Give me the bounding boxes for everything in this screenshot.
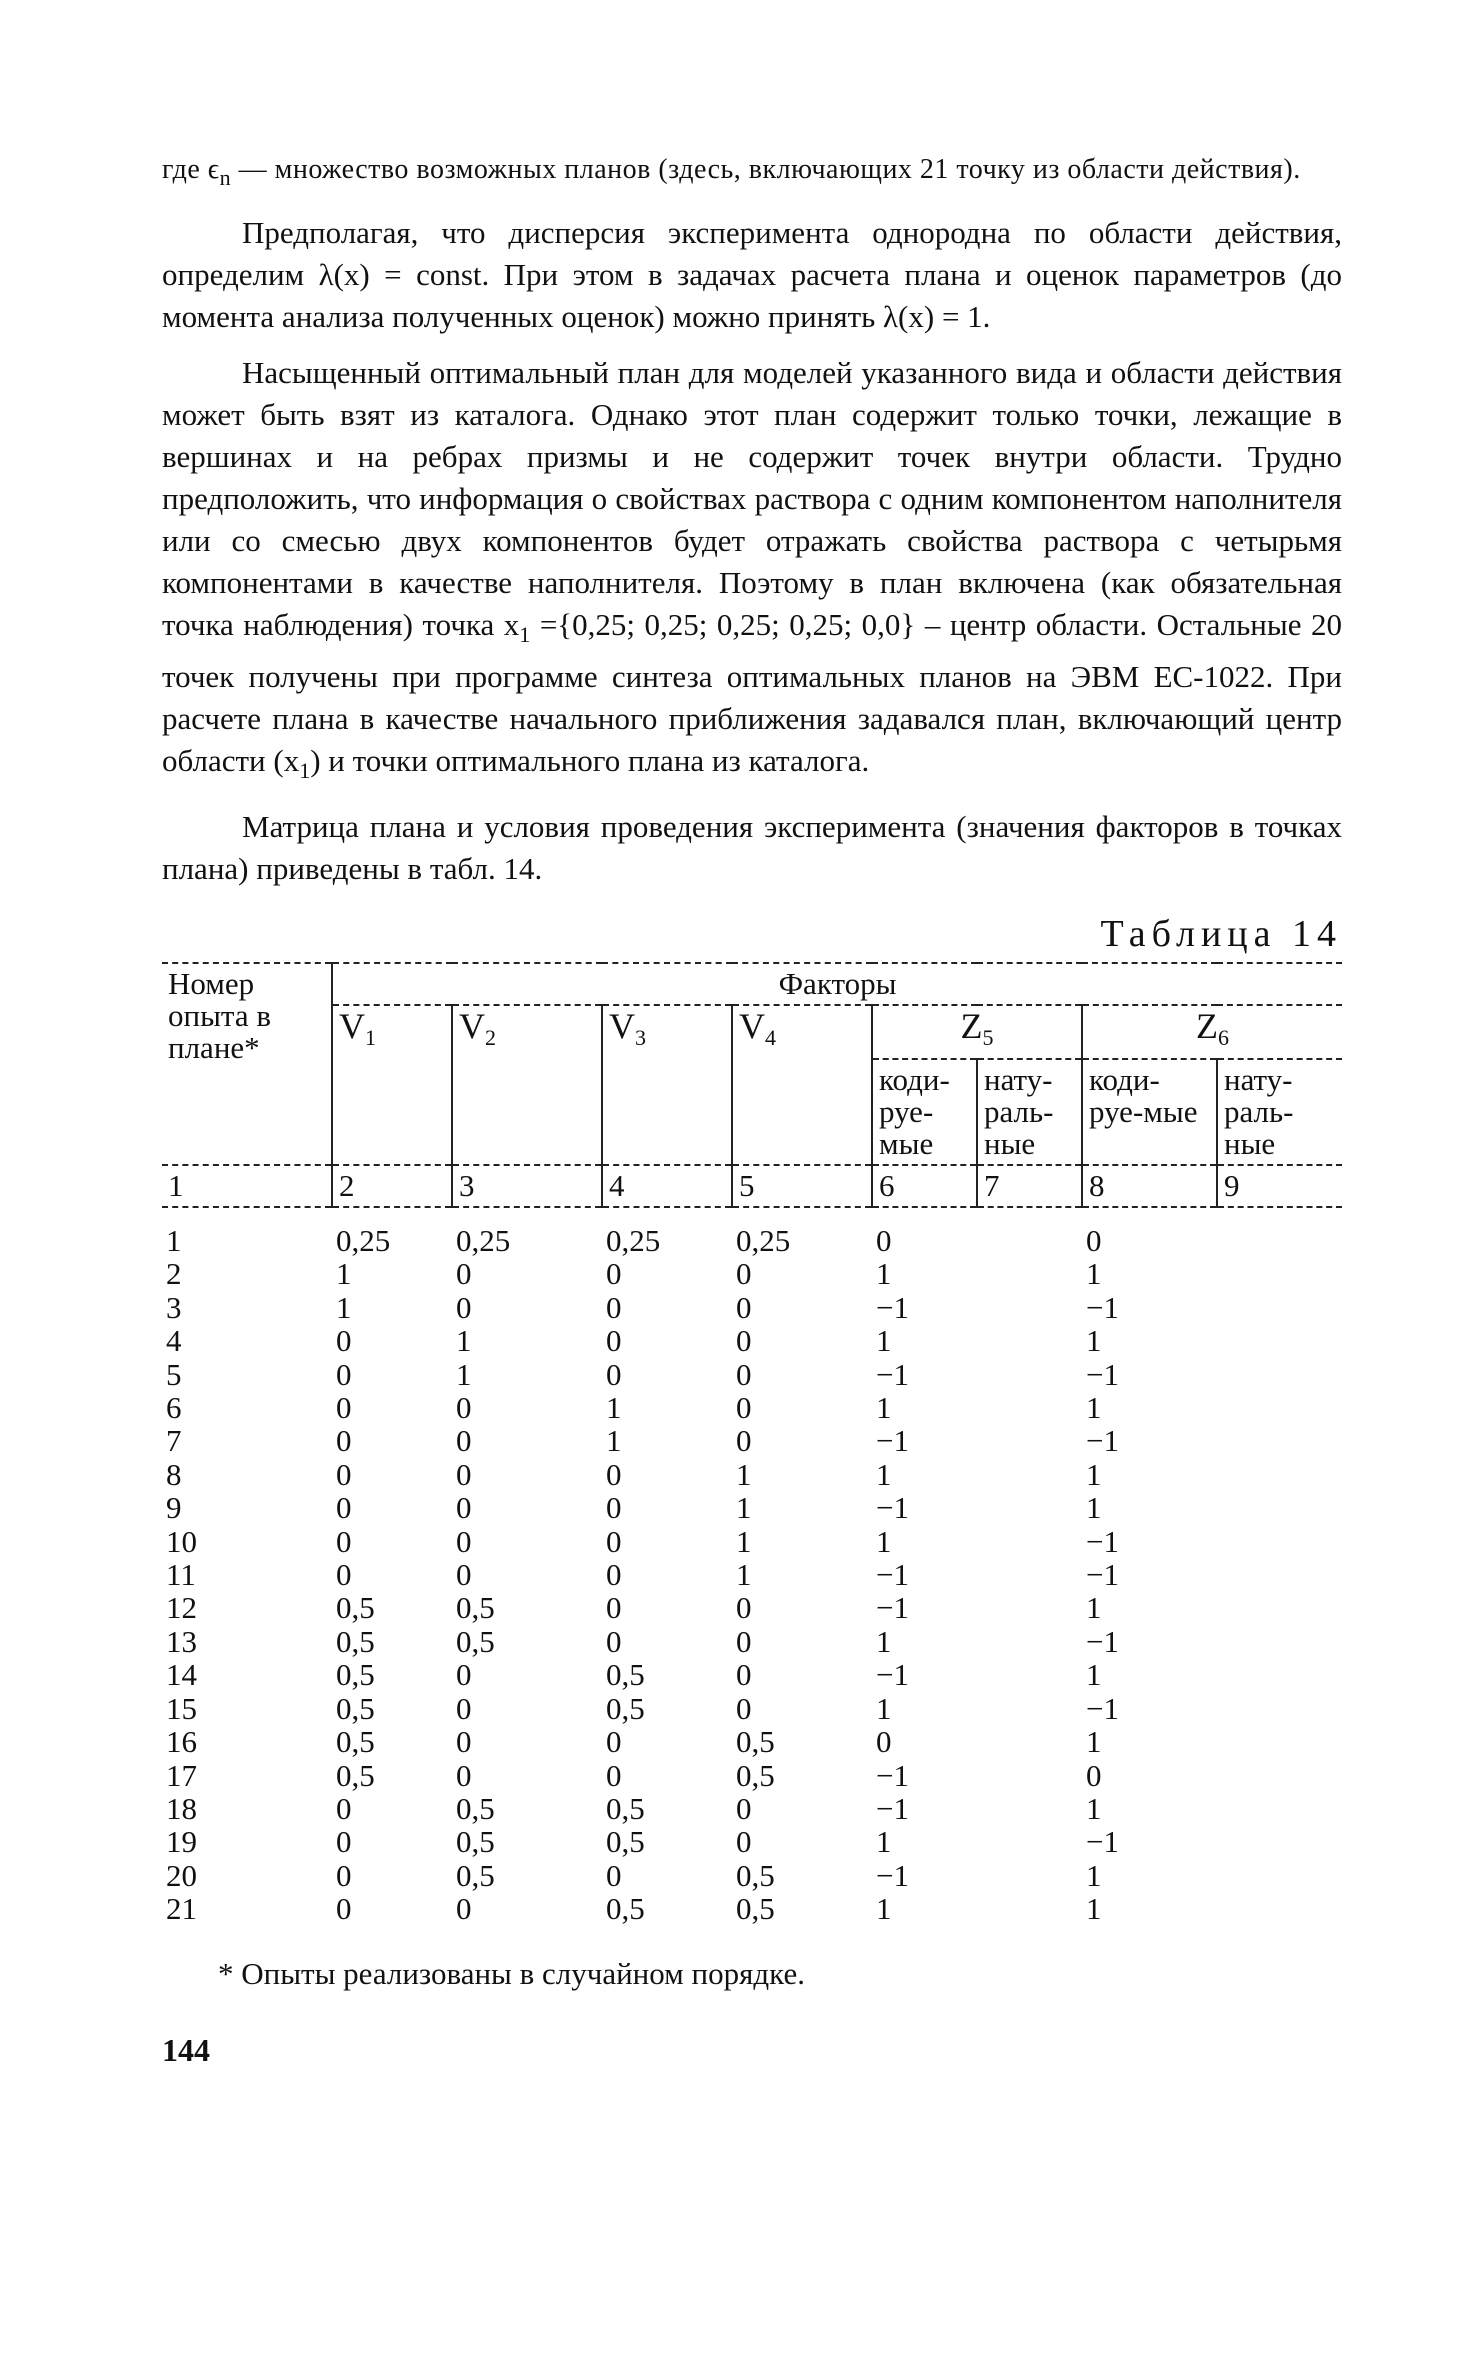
table-cell	[1217, 1625, 1342, 1658]
table-row	[162, 1591, 1342, 1624]
table-cell: 0,25	[336, 1223, 391, 1258]
col-number: 1	[162, 1165, 332, 1207]
table-cell	[1217, 1458, 1342, 1491]
col-number: 3	[452, 1165, 602, 1207]
table-cell: 0	[456, 1390, 472, 1426]
table-cell	[1217, 1859, 1342, 1892]
table-cell: 1	[876, 1824, 892, 1860]
table-cell: 5	[166, 1356, 182, 1392]
table-cell: 1	[606, 1390, 622, 1426]
table-cell: 0	[1086, 1757, 1102, 1793]
table-cell: −1	[876, 1289, 909, 1325]
table-cell: 20	[166, 1857, 197, 1893]
table-cell: 3	[166, 1289, 182, 1325]
table-row	[162, 1491, 1342, 1524]
table-cell: 1	[736, 1557, 752, 1593]
header-v2: $V_2$	[452, 1005, 602, 1165]
table-cell: −1	[1086, 1824, 1119, 1860]
table-cell: 0	[336, 1891, 352, 1927]
table-cell: 0,25	[606, 1223, 661, 1258]
table-cell: 0,5	[456, 1590, 495, 1626]
table-cell: 1	[736, 1490, 752, 1526]
table-cell: 6	[166, 1390, 182, 1426]
table-cell	[977, 1825, 1082, 1858]
col-number: 7	[977, 1165, 1082, 1207]
table-cell: 0,5	[736, 1891, 775, 1927]
table-cell: 0	[456, 1289, 472, 1325]
table-cell: 0	[876, 1724, 892, 1760]
page	[162, 150, 1342, 2069]
table-cell	[1217, 1759, 1342, 1792]
table-cell: 0	[336, 1824, 352, 1860]
table-cell: 17	[166, 1757, 197, 1793]
table-cell: −1	[1086, 1557, 1119, 1593]
table-cell: 0	[736, 1390, 752, 1426]
table-cell: 1	[1086, 1857, 1102, 1893]
table-cell: 0	[736, 1256, 752, 1292]
table-cell: 0	[606, 1456, 622, 1492]
table-cell: 0	[606, 1323, 622, 1359]
table-cell: −1	[1086, 1690, 1119, 1726]
footnote: * Опыты реализованы в случайном порядке.	[218, 1955, 805, 1991]
table-cell	[977, 1525, 1082, 1558]
col-number: 4	[602, 1165, 732, 1207]
table-cell	[1217, 1391, 1342, 1424]
header-v4: $V_4$	[732, 1005, 872, 1165]
table-cell: 0	[736, 1790, 752, 1826]
table-cell	[977, 1458, 1082, 1491]
table-cell: 1	[336, 1289, 352, 1325]
table-cell: 1	[456, 1323, 472, 1359]
table-row	[162, 1658, 1342, 1691]
table-cell	[1217, 1792, 1342, 1825]
table-cell: 0	[606, 1557, 622, 1593]
table-cell: −1	[1086, 1423, 1119, 1459]
table-cell	[1217, 1257, 1342, 1290]
header-v3: $V_3$	[602, 1005, 732, 1165]
table-cell: 1	[456, 1356, 472, 1392]
table-cell: 0,5	[456, 1623, 495, 1659]
table-cell	[1217, 1291, 1342, 1324]
table-cell: 1	[876, 1623, 892, 1659]
table-row	[162, 1391, 1342, 1424]
table-cell: 0	[336, 1490, 352, 1526]
table-cell: 0	[606, 1289, 622, 1325]
table-cell: 1	[606, 1423, 622, 1459]
table-cell	[1217, 1692, 1342, 1725]
table-cell: 0	[456, 1523, 472, 1559]
table-cell: 0	[456, 1490, 472, 1526]
table-cell: 1	[336, 1256, 352, 1292]
page-number: 144	[162, 2031, 210, 2068]
table-cell: 1	[1086, 1790, 1102, 1826]
table-cell	[1217, 1324, 1342, 1357]
col-number: 5	[732, 1165, 872, 1207]
table-cell: −1	[876, 1356, 909, 1392]
table-cell: 0,5	[606, 1690, 645, 1726]
table-cell: 0	[456, 1256, 472, 1292]
table-cell	[977, 1324, 1082, 1357]
paragraph-plan: Насыщенный оптимальный план для моделей указанного вида и области действия может быть взят из каталога. Однако этот план содержит только точки, лежащие в вершинах и на ребрах призмы и не содержит точек внутри области. Трудно предположить, что информация о свойствах раствора с одним компонентом наполнителя или со смесью двух компонентов будет отражать свойства раствора с четырьмя компонентами в качестве наполнителя. Поэтому в план включена (как обязательная точка наблюдения) точка $x_1 =\{0,25$; 0,25; 0,25; 0,25; 0,0} – центр области. Остальные 20 точек получены при программе синтеза оптимальных планов на ЭВМ ЕС-1022. При расчете плана в качестве начального приближения задавался план, включающий центр области $(x_1)$ и точки оптимального плана из каталога.	[162, 355, 1342, 783]
table-cell: 0	[606, 1857, 622, 1893]
table-cell: 18	[166, 1790, 197, 1826]
table-cell: 14	[166, 1657, 197, 1693]
table-cell: −1	[876, 1490, 909, 1526]
table-cell: 0	[336, 1423, 352, 1459]
table-cell	[1217, 1892, 1342, 1925]
table-row	[162, 1291, 1342, 1324]
table-cell: 1	[1086, 1657, 1102, 1693]
table-cell: 2	[166, 1256, 182, 1292]
table-cell	[977, 1892, 1082, 1925]
table-cell: 0	[456, 1657, 472, 1693]
header-z5-natural: нату-раль-ные	[977, 1059, 1082, 1165]
table-cell: 0	[736, 1356, 752, 1392]
table-row	[162, 1458, 1342, 1491]
header-z5: $Z_5$	[872, 1005, 1082, 1059]
table-row	[162, 1257, 1342, 1290]
table-row	[162, 1358, 1342, 1391]
table-cell	[977, 1591, 1082, 1624]
table-cell: 0	[336, 1356, 352, 1392]
table-cell: 1	[736, 1456, 752, 1492]
table-cell: 0	[606, 1724, 622, 1760]
table-cell: −1	[876, 1590, 909, 1626]
table-cell	[977, 1792, 1082, 1825]
table-cell: 1	[876, 1456, 892, 1492]
table-cell: 0	[336, 1523, 352, 1559]
table-title: Таблица 14	[1100, 913, 1342, 955]
table-cell: 0,5	[736, 1857, 775, 1893]
table-cell: 1	[166, 1223, 182, 1258]
table-cell: 0	[736, 1690, 752, 1726]
table-cell	[977, 1692, 1082, 1725]
table-cell: 0	[736, 1657, 752, 1693]
table-cell: 0	[336, 1557, 352, 1593]
table-cell: 0,5	[336, 1623, 375, 1659]
table-cell: 1	[876, 1323, 892, 1359]
table-row	[162, 1224, 1342, 1257]
table-cell: −1	[1086, 1623, 1119, 1659]
table-cell: 8	[166, 1456, 182, 1492]
table-cell: −1	[876, 1557, 909, 1593]
table-cell: 0	[456, 1557, 472, 1593]
col-number: 6	[872, 1165, 977, 1207]
table-cell: 0,5	[336, 1657, 375, 1693]
table-cell: 0	[456, 1423, 472, 1459]
table-header	[162, 962, 1342, 1208]
table-cell: 13	[166, 1623, 197, 1659]
table-cell: 0	[736, 1289, 752, 1325]
table-cell: 1	[876, 1690, 892, 1726]
paragraph-matrix: Матрица плана и условия проведения эксперимента (значения факторов в точках плана) приведены в табл. 14.	[162, 809, 1342, 886]
table-cell: 1	[1086, 1891, 1102, 1927]
table-row	[162, 1859, 1342, 1892]
table-cell: 0	[336, 1857, 352, 1893]
table-cell: 1	[876, 1256, 892, 1292]
table-cell: 0,5	[336, 1757, 375, 1793]
table-cell: 0	[456, 1757, 472, 1793]
paragraph-intro: где $\epsilon_n$ — множество возможных планов (здесь, включающих 21 точку из области действия).	[162, 154, 1301, 190]
table-cell: −1	[1086, 1289, 1119, 1325]
table-row	[162, 1625, 1342, 1658]
table-cell: 0,5	[456, 1790, 495, 1826]
table-cell: 10	[166, 1523, 197, 1559]
table-cell	[977, 1424, 1082, 1457]
table-cell: 0	[1086, 1223, 1102, 1258]
table-cell: −1	[1086, 1523, 1119, 1559]
header-z5-coded: коди-руе-мые	[872, 1059, 977, 1165]
header-factors: Факторы	[332, 963, 1342, 1005]
table-cell: 0	[606, 1356, 622, 1392]
table-row	[162, 1692, 1342, 1725]
table-cell: −1	[876, 1757, 909, 1793]
table-cell: 1	[876, 1891, 892, 1927]
table-cell: 21	[166, 1891, 197, 1927]
table-cell: 12	[166, 1590, 197, 1626]
table-cell	[977, 1224, 1082, 1257]
table-row	[162, 1825, 1342, 1858]
table-cell: −1	[876, 1423, 909, 1459]
table-cell: 0	[736, 1623, 752, 1659]
table-cell: 16	[166, 1724, 197, 1760]
table-cell: 0,25	[456, 1223, 511, 1258]
table-cell: 0,5	[456, 1857, 495, 1893]
table-cell: 0	[736, 1323, 752, 1359]
table-cell: 4	[166, 1323, 182, 1359]
col-number: 8	[1082, 1165, 1217, 1207]
table-row	[162, 1424, 1342, 1457]
table-cell	[977, 1558, 1082, 1591]
table-cell: 1	[1086, 1456, 1102, 1492]
table-cell: 1	[1086, 1490, 1102, 1526]
table-cell: −1	[876, 1857, 909, 1893]
table-cell: 0	[606, 1757, 622, 1793]
table-cell: 19	[166, 1824, 197, 1860]
table-cell: 1	[736, 1523, 752, 1559]
table-cell: 15	[166, 1690, 197, 1726]
table-cell	[1217, 1558, 1342, 1591]
table-cell: 0	[456, 1456, 472, 1492]
table-cell: 1	[1086, 1590, 1102, 1626]
table-cell: 0	[606, 1590, 622, 1626]
table-cell	[977, 1759, 1082, 1792]
table-cell: 0	[606, 1256, 622, 1292]
table-cell	[1217, 1525, 1342, 1558]
plan-matrix-table	[162, 1224, 1342, 1926]
table-row	[162, 1324, 1342, 1357]
table-cell: 1	[1086, 1724, 1102, 1760]
table-cell: 0,5	[606, 1824, 645, 1860]
table-cell	[977, 1358, 1082, 1391]
table-cell: 0,25	[736, 1223, 791, 1258]
table-cell	[1217, 1825, 1342, 1858]
table-cell: 0	[876, 1223, 892, 1258]
table-cell: 0	[736, 1423, 752, 1459]
table-cell: 1	[876, 1523, 892, 1559]
table-cell: −1	[876, 1790, 909, 1826]
table-cell: 0,5	[606, 1891, 645, 1927]
table-cell	[977, 1859, 1082, 1892]
table-cell	[1217, 1358, 1342, 1391]
table-row	[162, 1725, 1342, 1758]
table-cell	[977, 1391, 1082, 1424]
table-cell	[1217, 1658, 1342, 1691]
table-cell	[1217, 1725, 1342, 1758]
table-cell: 0,5	[336, 1590, 375, 1626]
table-row	[162, 1525, 1342, 1558]
table-row	[162, 1759, 1342, 1792]
table-cell: 0	[336, 1323, 352, 1359]
table-cell: 0	[606, 1523, 622, 1559]
table-cell	[977, 1658, 1082, 1691]
table-cell: −1	[1086, 1356, 1119, 1392]
table-cell: 0,5	[336, 1690, 375, 1726]
table-cell: 9	[166, 1490, 182, 1526]
table-cell: 0	[456, 1724, 472, 1760]
table-cell: −1	[876, 1657, 909, 1693]
table-cell: 0,5	[336, 1724, 375, 1760]
table-cell	[1217, 1424, 1342, 1457]
table-row	[162, 1892, 1342, 1925]
table-cell	[977, 1625, 1082, 1658]
table-cell: 0	[606, 1623, 622, 1659]
col-number: 9	[1224, 1168, 1240, 1203]
table-cell	[1217, 1224, 1342, 1257]
table-cell: 0	[336, 1790, 352, 1826]
table-cell: 0,5	[606, 1657, 645, 1693]
table-cell: 0	[336, 1390, 352, 1426]
table-cell: 0,5	[456, 1824, 495, 1860]
table-cell	[1217, 1591, 1342, 1624]
table-cell: 0	[336, 1456, 352, 1492]
header-run-number: Номер опыта в плане*	[162, 963, 332, 1165]
paragraph-dispersion: Предполагая, что дисперсия эксперимента однородна по области действия, определим λ(x) = const. При этом в задачах расчета плана и оценок параметров (до момента анализа полученных оценок) можно принять λ(x) = 1.	[162, 215, 1342, 334]
table-cell: 0	[456, 1690, 472, 1726]
table-cell: 0,5	[606, 1790, 645, 1826]
table-cell: 1	[1086, 1256, 1102, 1292]
table-row	[162, 1792, 1342, 1825]
table-cell: 1	[1086, 1323, 1102, 1359]
table-cell: 1	[1086, 1390, 1102, 1426]
table-cell	[977, 1257, 1082, 1290]
header-z6-coded: коди-руе-мые	[1082, 1059, 1217, 1165]
table-cell: 0	[736, 1824, 752, 1860]
table-cell	[977, 1291, 1082, 1324]
table-cell: 1	[876, 1390, 892, 1426]
table-cell: 0	[736, 1590, 752, 1626]
table-cell	[977, 1725, 1082, 1758]
table-cell: 0,5	[736, 1757, 775, 1793]
table-cell	[1217, 1491, 1342, 1524]
table-cell: 0	[456, 1891, 472, 1927]
table-cell: 0,5	[736, 1724, 775, 1760]
header-z6: $Z_6$	[1082, 1005, 1342, 1059]
col-number: 2	[332, 1165, 452, 1207]
header-v1: $V_1$	[332, 1005, 452, 1165]
header-z6-natural: нату-раль-ные	[1224, 1062, 1294, 1161]
table-row	[162, 1558, 1342, 1591]
table-cell: 11	[166, 1557, 196, 1593]
table-cell	[977, 1491, 1082, 1524]
table-cell: 7	[166, 1423, 182, 1459]
table-cell: 0	[606, 1490, 622, 1526]
